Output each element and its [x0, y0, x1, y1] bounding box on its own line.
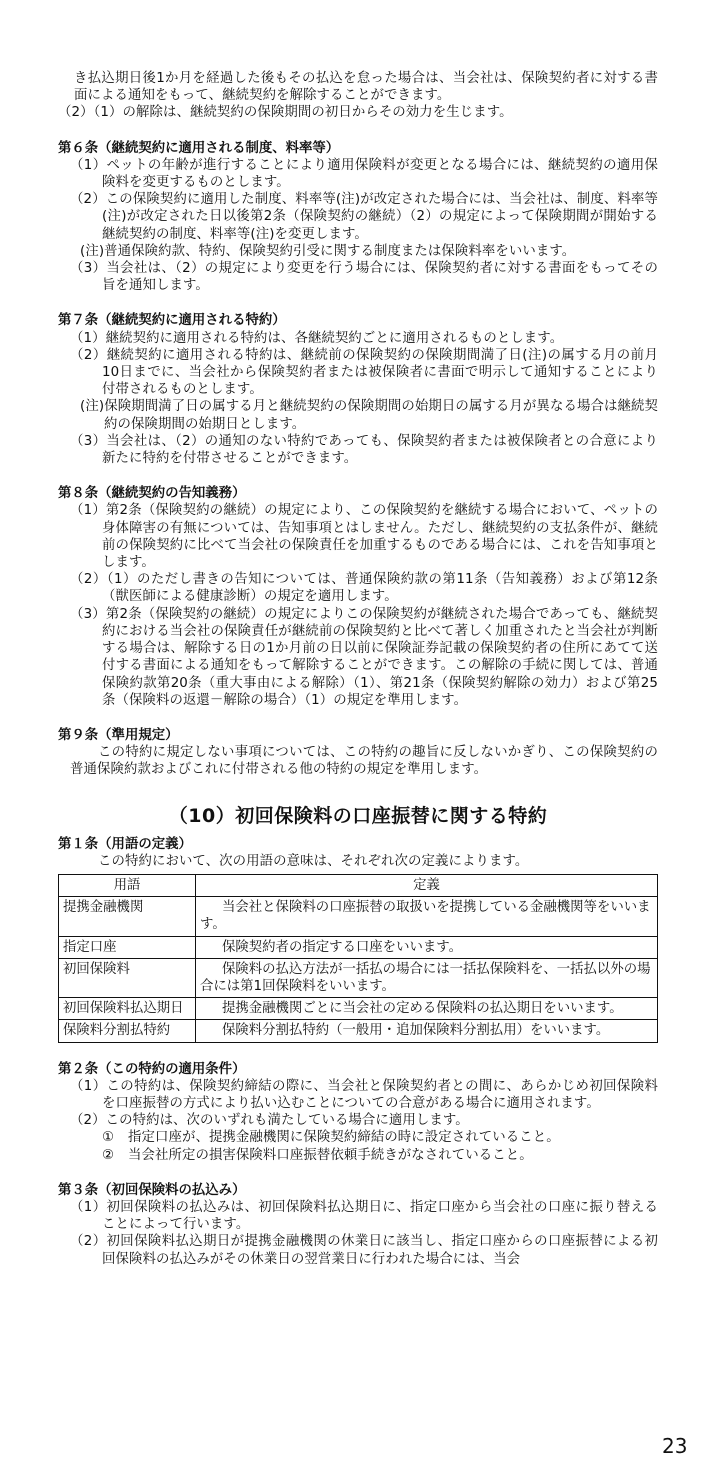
- table-cell-definition: 保険料分割払特約（一般用・追加保険料分割払用）をいいます。: [196, 1020, 658, 1042]
- article-9-text: この特約に規定しない事項については、この特約の趣旨に反しないかぎり、この保険契約の普通保険約款およびこれに付帯される他の特約の規定を準用します。: [70, 745, 658, 778]
- table-row: [59, 1020, 658, 1042]
- table-row: [59, 998, 658, 1020]
- table-cell-definition: 提携金融機関ごとに当会社の定める保険料の払込期日をいいます。: [196, 998, 658, 1020]
- section-title: （10）初回保険料の口座振替に関する特約: [168, 804, 548, 827]
- table-row: [59, 897, 658, 936]
- article-6-title: 第６条（継続契約に適用される制度、料率等）: [58, 140, 340, 156]
- table-row: [59, 936, 658, 958]
- table-header-definition: 定義: [196, 874, 658, 896]
- table-cell-term: 提携金融機関: [59, 897, 196, 936]
- table-cell-definition: 保険料の払込方法が一括払の場合には一括払保険料を、一括払以外の場合には第1回保険料をいいます。: [196, 958, 658, 997]
- s10-article-1-title: 第１条（用語の定義）: [58, 836, 192, 852]
- sub-item-text: 指定口座が、提携金融機関に保険契約締結の時に設定されていること。: [128, 1130, 560, 1146]
- document-page: [58, 70, 658, 1268]
- s10-article-2-title: 第２条（この特約の適用条件）: [58, 1061, 246, 1077]
- s10-article-1-intro: この特約において、次の用語の意味は、それぞれ次の定義によります。: [98, 853, 529, 869]
- table-header-row: [59, 874, 658, 896]
- sub-item-text: 当会社所定の損害保険料口座振替依頼手続きがなされていること。: [128, 1147, 533, 1163]
- table-cell-definition: 保険契約者の指定する口座をいいます。: [196, 936, 658, 958]
- clause-item: （2）この保険契約に適用した制度、料率等(注)が改定された場合には、当会社は、制度、料率等(注)が改定された日以後第2条（保険契約の継続）（2）の規定によって保険期間が開始する継続契約の制度、料率等(注)を変更します。: [70, 192, 658, 242]
- clause-item: （2）継続契約に適用される特約は、継続前の保険契約の保険期間満了日(注)の属する月の前月10日までに、当会社から保険契約者または被保険者に書面で明示して通知することにより付帯されるものとします。: [70, 347, 658, 398]
- sub-item: [58, 1129, 658, 1146]
- article-9-title: 第９条（準用規定）: [58, 727, 179, 743]
- clause-item: （2）（1）のただし書きの告知については、普通保険約款の第11条（告知義務）および第12条（獣医師による健康診断）の規定を適用します。: [70, 572, 658, 605]
- sub-item: [58, 1147, 658, 1164]
- table-cell-definition: 当会社と保険料の口座振替の取扱いを提携している金融機関等をいいます。: [196, 897, 658, 936]
- table-cell-term: 保険料分割払特約: [59, 1020, 196, 1042]
- clause-item: （3）当会社は、（2）の規定により変更を行う場合には、保険契約者に対する書面をもってその旨を通知します。: [70, 261, 658, 294]
- table-cell-term: 初回保険料払込期日: [59, 998, 196, 1020]
- table-cell-term: 指定口座: [59, 936, 196, 958]
- definitions-table: [58, 874, 658, 1043]
- s10-article-3-title: 第３条（初回保険料の払込み）: [58, 1182, 246, 1198]
- table-header-term: 用語: [59, 874, 196, 896]
- clause-item: （2）この特約は、次のいずれも満たしている場合に適用します。: [70, 1113, 469, 1129]
- clause-item: （1）初回保険料の払込みは、初回保険料払込期日に、指定口座から当会社の口座に振り替えることによって行います。: [70, 1199, 658, 1233]
- clause-item: （1）この特約は、保険契約締結の際に、当会社と保険契約者との間に、あらかじめ初回保険料を口座振替の方式により払い込むことについての合意がある場合に適用されます。: [70, 1078, 658, 1111]
- clause-item: （3）当会社は、（2）の通知のない特約であっても、保険契約者または被保険者との合意により新たに特約を付帯させることができます。: [70, 433, 658, 467]
- article-7-title: 第７条（継続契約に適用される特約）: [58, 313, 286, 329]
- clause-note: (注)普通保険約款、特約、保険契約引受に関する制度または保険料率をいいます。: [80, 243, 576, 259]
- clause-note: (注)保険期間満了日の属する月と継続契約の保険期間の始期日の属する月が異なる場合は継続契約の保険期間の始期日とします。: [80, 399, 658, 432]
- clause-item: （1）継続契約に適用される特約は、各継続契約ごとに適用されるものとします。: [70, 330, 564, 346]
- clause-item: （1）ペットの年齢が進行することにより適用保険料が変更となる場合には、継続契約の適用保険料を変更するものとします。: [70, 157, 658, 191]
- article-8-title: 第８条（継続契約の告知義務）: [58, 486, 246, 502]
- page-number: 23: [662, 1434, 688, 1458]
- clause-item: （1）第2条（保険契約の継続）の規定により、この保険契約を継続する場合において、ペットの身体障害の有無については、告知事項とはしません。ただし、継続契約の支払条件が、継続前の保険契約に比べて当会社の保険責任を加重するものである場合には、これを告知事項とします。: [70, 503, 658, 571]
- sub-item-number: ①: [102, 1130, 115, 1146]
- sub-item-number: ②: [102, 1147, 115, 1163]
- table-cell-term: 初回保険料: [59, 958, 196, 997]
- clause-item: （2）初回保険料払込期日が提携金融機関の休業日に該当し、指定口座からの口座振替による初回保険料の払込みがその休業日の翌営業日に行われた場合には、当会: [70, 1234, 658, 1267]
- continued-paragraph: き払込期日後1か月を経過した後もその払込を怠った場合は、当会社は、保険契約者に対する書面による通知をもって、継続契約を解除することができます。: [74, 71, 658, 104]
- table-row: [59, 958, 658, 997]
- clause-item: （2）（1）の解除は、継続契約の保険期間の初日からその効力を生じます。: [58, 105, 513, 121]
- clause-item: （3）第2条（保険契約の継続）の規定によりこの保険契約が継続された場合であっても、継続契約における当会社の保険責任が継続前の保険契約と比べて著しく加重されたと当会社が判断する場合は、解除する日の1か月前の日以前に保険証券記載の保険契約者の住所にあてて送付する書面による通知をもって解除することができます。この解除の手続に関しては、普通保険約款第20条（重大事由による解除）（1）、第21条（保険契約解除の効力）および第25条（保険料の返還－解除の場合）（1）の規定を準用します。: [70, 606, 658, 708]
